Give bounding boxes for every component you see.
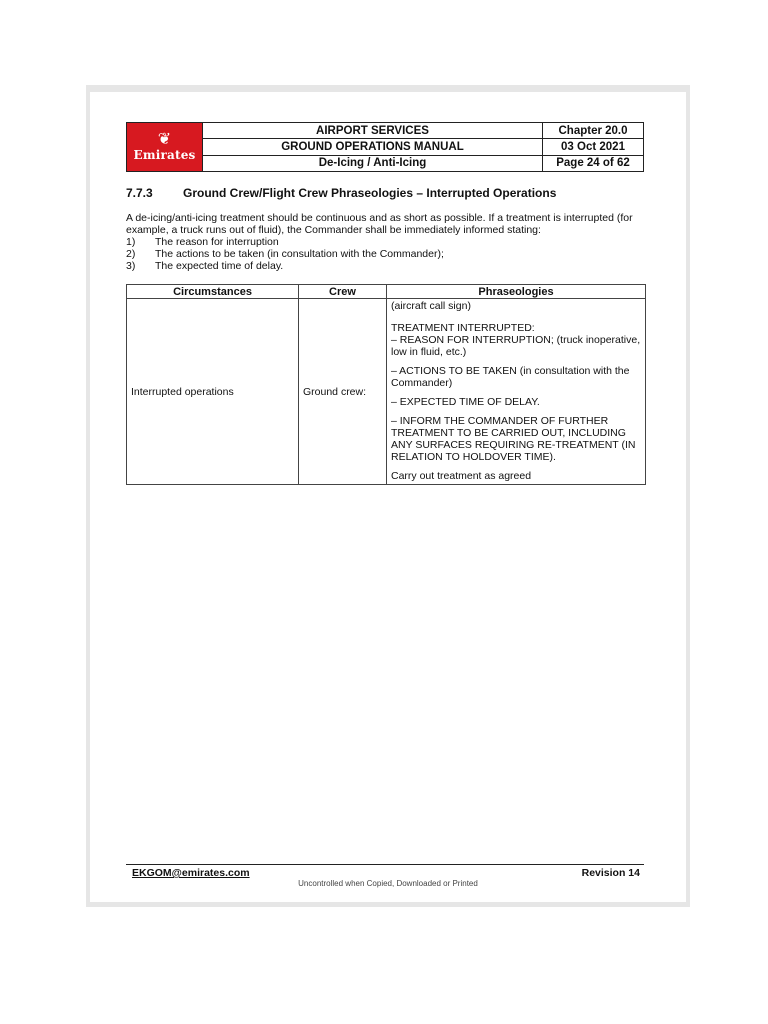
document-page xyxy=(90,92,686,902)
phrase: TREATMENT INTERRUPTED: xyxy=(391,322,535,334)
footer-divider xyxy=(126,864,644,865)
emirates-calligraphy-icon: ❦ xyxy=(157,129,172,148)
section-heading: Ground Crew/Flight Crew Phraseologies – Interrupted Operations xyxy=(183,186,557,200)
circumstance-cell: Interrupted operations xyxy=(127,299,299,485)
intro-block xyxy=(126,212,648,272)
header-manual-name: GROUND OPERATIONS MANUAL xyxy=(203,138,542,154)
crew-cell: Ground crew: xyxy=(299,299,387,485)
table-row xyxy=(127,299,646,485)
header-date: 03 Oct 2021 xyxy=(543,138,643,154)
header-chapter: Chapter 20.0 xyxy=(558,124,628,137)
footer-revision: Revision 14 xyxy=(581,867,640,879)
list-item: 2) The actions to be taken (in consultation with the Commander); xyxy=(126,248,444,260)
phrase: (aircraft call sign) xyxy=(391,300,471,312)
phraseology-table xyxy=(126,284,646,485)
footer-disclaimer: Uncontrolled when Copied, Downloaded or Printed xyxy=(298,879,478,888)
phrase: – REASON FOR INTERRUPTION; (truck inoperative, low in fluid, etc.) xyxy=(391,334,641,358)
column-header: Crew xyxy=(299,285,387,299)
list-item: 3) The expected time of delay. xyxy=(126,260,284,272)
phrase: – INFORM THE COMMANDER OF FURTHER TREATMENT TO BE CARRIED OUT, INCLUDING ANY SURFACES REQUIRING RE-TREATMENT (IN RELATION TO HOLDOVER TIME). xyxy=(391,415,636,463)
column-header: Circumstances xyxy=(127,285,299,299)
header-meta xyxy=(543,123,643,171)
intro-list xyxy=(126,236,648,272)
phrase: Carry out treatment as agreed xyxy=(391,470,532,482)
header-airport-services: AIRPORT SERVICES xyxy=(316,124,429,137)
logo-text: Emirates xyxy=(133,148,196,162)
section-number: 7.7.3 xyxy=(126,186,153,200)
phrase: – ACTIONS TO BE TAKEN (in consultation with the Commander) xyxy=(391,365,630,389)
section-title xyxy=(126,186,556,200)
phraseology-cell xyxy=(387,299,646,485)
header-titles xyxy=(203,123,543,171)
header-topic: De-Icing / Anti-Icing xyxy=(203,155,542,171)
header-page: Page 24 of 62 xyxy=(543,155,643,171)
footer-email-link[interactable]: EKGOM@emirates.com xyxy=(132,867,250,879)
document-header xyxy=(126,122,644,172)
emirates-logo xyxy=(127,123,203,171)
list-item: 1) The reason for interruption xyxy=(126,236,279,248)
intro-paragraph: A de-icing/anti-icing treatment should be continuous and as short as possible. If a treatment is interrupted (for example, a truck runs out of fluid), the Commander shall be immediately informed stating: xyxy=(126,212,633,236)
phrase: – EXPECTED TIME OF DELAY. xyxy=(391,396,540,408)
column-header: Phraseologies xyxy=(387,285,646,299)
